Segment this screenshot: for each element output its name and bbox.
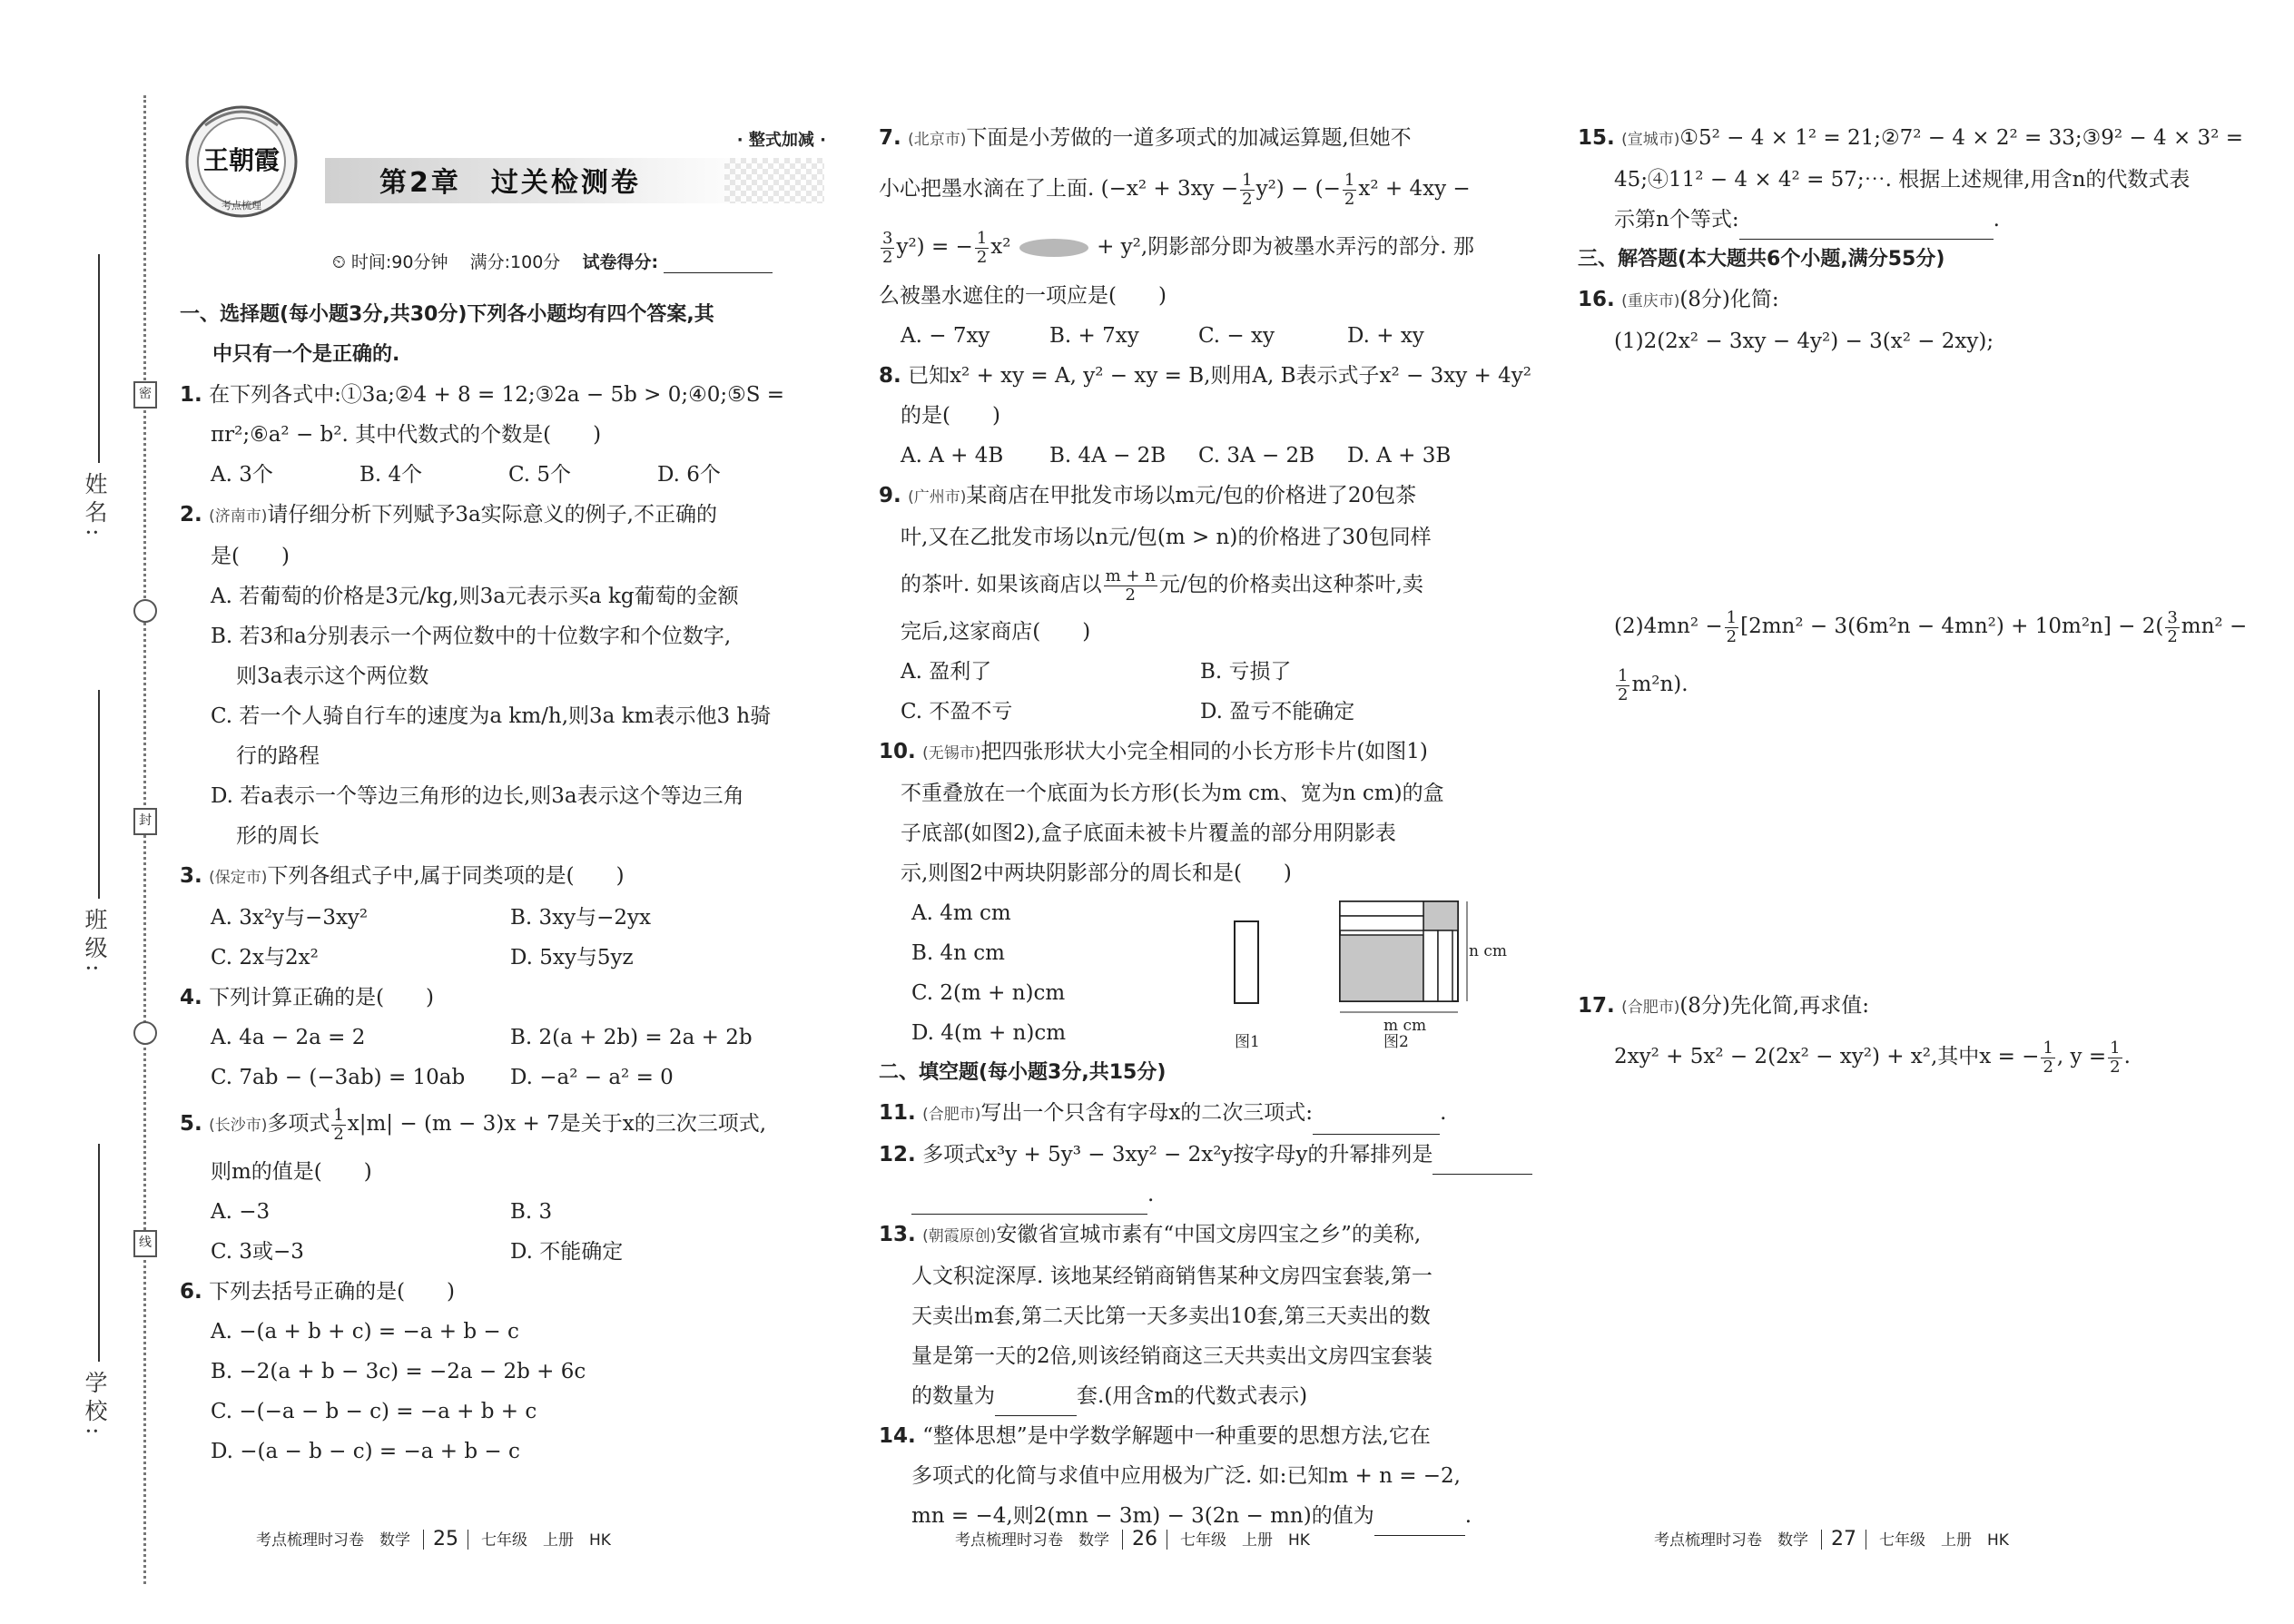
- answer-blank[interactable]: [995, 1390, 1077, 1416]
- section-heading: 三、解答题(本大题共6个小题,满分55分): [1578, 248, 1945, 271]
- chapter-banner: [180, 131, 826, 211]
- seal-mark: 线: [133, 1230, 157, 1257]
- answer-line: .: [879, 1175, 1525, 1215]
- options-row: [180, 455, 826, 495]
- question-text: 2xy² + 5x² − 2(2x² − xy²) + x²,其中x = − $\frac{1}{2}$ , y = $\frac{1}{2}$ .: [1614, 1038, 2131, 1077]
- option[interactable]: A. 3x²y与−3xy²: [211, 906, 369, 930]
- exam-meta: [332, 247, 773, 273]
- question-text: 子底部(如图2),盒子底面未被卡片覆盖的部分用阴影表: [901, 822, 1396, 845]
- svg-text:图2: 图2: [1383, 1033, 1409, 1048]
- question-3: 3. (保定市)下列各组式子中,属于同类项的是( ): [180, 864, 625, 888]
- question-15: 15. (宣城市)①5² − 4 × 1² = 21;②7² − 4 × 2² = 33;③9² − 4 × 3² =: [1578, 126, 2243, 150]
- question-1: 1. 在下列各式中:①3a;②4 + 8 = 12;③2a − 5b > 0;④0;⑤S =: [180, 383, 785, 407]
- question-4: 4. 下列计算正确的是( ): [180, 986, 435, 1009]
- option[interactable]: C. 2(m + n)cm: [911, 981, 1066, 1005]
- question-text: 完后,这家商店( ): [901, 620, 1091, 644]
- shade-rect: [1423, 901, 1458, 930]
- question-text: 小心把墨水滴在了上面. (−x² + 3xy − $\frac{1}{2}$ y²) − (− $\frac{1}{2}$ x² + 4xy −: [879, 170, 1471, 209]
- option[interactable]: C. 3或−3: [211, 1240, 304, 1264]
- option[interactable]: C. −(−a − b − c) = −a + b + c: [211, 1400, 537, 1423]
- question-text: 人文积淀深厚. 该地某经销商销售某种文房四宝套装,第一: [911, 1265, 1433, 1288]
- option[interactable]: B. −2(a + b − 3c) = −2a − 2b + 6c: [211, 1360, 586, 1383]
- option[interactable]: C. 3A − 2B: [1198, 444, 1315, 468]
- option[interactable]: A. A + 4B: [901, 444, 1004, 468]
- option[interactable]: B. 若3和a分别表示一个两位数中的十位数字和个位数字,: [211, 625, 732, 648]
- question-text: 的是( ): [901, 404, 1000, 428]
- option[interactable]: D. + xy: [1347, 324, 1424, 348]
- option[interactable]: A. −3: [211, 1200, 271, 1224]
- question-12: 12. 多项式x³y + 5y³ − 3xy² − 2x²y按字母y的升幂排列是: [879, 1135, 1525, 1175]
- question-text: πr²;⑥a² − b². 其中代数式的个数是( ): [211, 423, 602, 447]
- fraction: $\frac{1}{2}$: [333, 1105, 344, 1144]
- svg-text:m cm: m cm: [1383, 1017, 1427, 1035]
- option[interactable]: C. − xy: [1198, 324, 1275, 348]
- options-row: [180, 938, 826, 978]
- section-heading: 二、填空题(每小题3分,共15分): [879, 1061, 1167, 1084]
- answer-blank[interactable]: [1313, 1108, 1440, 1135]
- question-text: 则m的值是( ): [211, 1160, 372, 1184]
- question-2: 2. (济南市)请仔细分析下列赋予3a实际意义的例子,不正确的: [180, 503, 717, 527]
- question-14: 14. “整体思想”是中学数学解题中一种重要的思想方法,它在: [879, 1424, 1431, 1448]
- page-number: 26: [1122, 1530, 1167, 1550]
- svg-text:n cm: n cm: [1469, 942, 1507, 960]
- options-row: [879, 692, 1525, 732]
- seal-circle-icon: [133, 599, 157, 623]
- cut-line: [143, 95, 146, 1584]
- time-limit: 时间:90分钟: [350, 252, 448, 272]
- question-text: 45;④11² − 4 × 4² = 57;⋯. 根据上述规律,用含n的代数式表: [1614, 168, 2191, 192]
- option[interactable]: D. 若a表示一个等边三角形的边长,则3a表示这个等边三角: [211, 784, 744, 808]
- score-label: 试卷得分:: [582, 252, 659, 272]
- q10-figures: [1226, 885, 1516, 1048]
- class-label: 班级:: [82, 908, 108, 978]
- answer-blank[interactable]: [1433, 1148, 1532, 1175]
- option[interactable]: D. 不能确定: [510, 1240, 624, 1264]
- options-row: [180, 1232, 826, 1272]
- section-heading: 中只有一个是正确的.: [212, 343, 400, 366]
- answer-space[interactable]: [1578, 361, 2231, 597]
- svg-text:图1: 图1: [1235, 1033, 1260, 1048]
- question-text: mn = −4,则2(mn − 3m) − 3(2n − mn)的值为 .: [879, 1496, 1525, 1536]
- option[interactable]: A. 4a − 2a = 2: [211, 1026, 366, 1049]
- question-6: 6. 下列去括号正确的是( ): [180, 1280, 456, 1304]
- column-left: [180, 295, 826, 1471]
- option[interactable]: A. 3个: [211, 463, 273, 487]
- question-text: 量是第一天的2倍,则该经销商这三天共卖出文房四宝套装: [911, 1344, 1433, 1368]
- option[interactable]: A. 若葡萄的价格是3元/kg,则3a元表示买a kg葡萄的金额: [211, 585, 739, 608]
- option[interactable]: C. 7ab − (−3ab) = 10ab: [211, 1066, 466, 1089]
- question-text: 是( ): [211, 545, 290, 568]
- topic-tag: · 整式加减 ·: [736, 131, 826, 150]
- options-row: [180, 1192, 826, 1232]
- question-9: 9. (广州市)某商店在甲批发市场以m元/包的价格进了20包茶: [879, 484, 1417, 507]
- question-17: 17. (合肥市)(8分)先化简,再求值:: [1578, 994, 1869, 1018]
- seal-mark: 封: [133, 808, 157, 835]
- question-5: 5. (长沙市)多项式 $\frac{1}{2}$ x|m| − (m − 3)x + 7是关于x的三次三项式,: [180, 1105, 767, 1144]
- question-text: 叶,又在乙批发市场以n元/包(m > n)的价格进了30包同样: [901, 526, 1432, 549]
- option[interactable]: D. −(a − b − c) = −a + b − c: [211, 1440, 520, 1463]
- option[interactable]: A. − 7xy: [901, 324, 990, 348]
- option[interactable]: D. A + 3B: [1347, 444, 1452, 468]
- page-footer: 考点梳理时习卷 数学 25 七年级 上册 HK: [256, 1528, 611, 1550]
- column-right: [1578, 118, 2248, 1086]
- seal-mark: 密: [133, 381, 157, 408]
- page-number: 25: [423, 1530, 468, 1550]
- question-text: 示,则图2中两块阴影部分的周长和是( ): [901, 861, 1292, 885]
- question-text: 多项式的化简与求值中应用极为广泛. 如:已知m + n = −2,: [911, 1464, 1461, 1488]
- school-label: 学校:: [82, 1371, 108, 1441]
- question-11: 11. (合肥市)写出一个只含有字母x的二次三项式: .: [879, 1093, 1525, 1135]
- option[interactable]: C. 若一个人骑自行车的速度为a km/h,则3a km表示他3 h骑: [211, 704, 772, 728]
- card-rect: [1235, 921, 1258, 1003]
- answer-blank[interactable]: [911, 1188, 1147, 1215]
- option[interactable]: B. + 7xy: [1049, 324, 1139, 348]
- school-rule: [98, 1144, 100, 1362]
- name-label: 姓名:: [82, 472, 108, 542]
- option[interactable]: C. 5个: [508, 463, 572, 487]
- question-text: $\frac{3}{2}$ y²) = − $\frac{1}{2}$ x² + y²,阴影部分即为被墨水弄污的部分. 那: [882, 228, 1474, 267]
- option[interactable]: B. 3xy与−2yx: [510, 906, 651, 930]
- option[interactable]: B. 4A − 2B: [1049, 444, 1167, 468]
- option[interactable]: B. 4n cm: [911, 941, 1005, 965]
- options-row: [879, 652, 1525, 692]
- question-text: 的茶叶. 如果该商店以 $\frac{m + n}{2}$ 元/包的价格卖出这种茶叶,卖: [901, 566, 1423, 605]
- options-row: [180, 1018, 826, 1058]
- ink-blot-icon: [1018, 236, 1090, 260]
- question-text: 的数量为 套.(用含m的代数式表示): [879, 1376, 1525, 1416]
- option[interactable]: D. 5xy与5yz: [510, 946, 634, 969]
- question-7: 7. (北京市)下面是小芳做的一道多项式的加减运算题,但她不: [879, 126, 1412, 150]
- svg-text:考点梳理: 考点梳理: [222, 200, 261, 212]
- options-row: [180, 898, 826, 938]
- option[interactable]: D. 6个: [657, 463, 721, 487]
- question-text: 示第n个等式: .: [1578, 200, 2231, 240]
- option-cont: 形的周长: [236, 824, 320, 848]
- chapter-title: 第2章 过关检测卷: [379, 167, 641, 199]
- clock-icon: ⏲: [332, 252, 346, 272]
- answer-space[interactable]: [1578, 714, 2231, 986]
- options-row: [180, 1058, 826, 1097]
- question-text: 不重叠放在一个底面为长方形(长为m cm、宽为n cm)的盒: [901, 782, 1444, 805]
- question-16: 16. (重庆市)(8分)化简:: [1578, 288, 1779, 311]
- option[interactable]: A. 盈利了: [901, 660, 992, 684]
- option[interactable]: B. 亏损了: [1200, 660, 1292, 684]
- svg-text:王朝霞: 王朝霞: [202, 145, 281, 175]
- page-footer: 考点梳理时习卷 数学 26 七年级 上册 HK: [955, 1528, 1310, 1550]
- answer-blank[interactable]: [1374, 1510, 1465, 1536]
- options-row: [879, 436, 1525, 476]
- option-cont: 则3a表示这个两位数: [236, 664, 429, 688]
- question-13: 13. (朝霞原创)安徽省宣城市素有“中国文房四宝之乡”的美称,: [879, 1223, 1422, 1246]
- shade-rect: [1340, 935, 1423, 1001]
- page-footer: 考点梳理时习卷 数学 27 七年级 上册 HK: [1654, 1528, 2009, 1550]
- option[interactable]: A. −(a + b + c) = −a + b − c: [211, 1320, 519, 1343]
- column-middle: [879, 118, 1531, 1536]
- option[interactable]: C. 2x与2x²: [211, 946, 319, 969]
- question-10: 10. (无锡市)把四张形状大小完全相同的小长方形卡片(如图1): [879, 740, 1428, 763]
- option[interactable]: B. 2(a + 2b) = 2a + 2b: [510, 1026, 753, 1049]
- option[interactable]: D. −a² − a² = 0: [510, 1066, 674, 1089]
- option[interactable]: C. 不盈不亏: [901, 700, 1013, 723]
- section-heading: 一、选择题(每小题3分,共30分)下列各小题均有四个答案,其: [180, 303, 714, 326]
- option[interactable]: B. 4个: [359, 463, 423, 487]
- question-text: 天卖出m套,第二天比第一天多卖出10套,第三天卖出的数: [911, 1304, 1431, 1328]
- answer-blank[interactable]: [1739, 213, 1994, 240]
- option[interactable]: D. 盈亏不能确定: [1200, 700, 1355, 723]
- option[interactable]: A. 4m cm: [911, 901, 1011, 925]
- full-score: 满分:100分: [469, 252, 561, 272]
- sub-question: $\frac{1}{2}$ m²n).: [1618, 665, 1689, 704]
- question-text: 么被墨水遮住的一项应是( ): [879, 284, 1167, 308]
- seal-circle-icon: [133, 1021, 157, 1045]
- option[interactable]: B. 3: [510, 1200, 553, 1224]
- question-8: 8. 已知x² + xy = A, y² − xy = B,则用A, B表示式子x² − 3xy + 4y²: [879, 364, 1531, 388]
- sub-question: (1)2(2x² − 3xy − 4y²) − 3(x² − 2xy);: [1614, 330, 1994, 353]
- sub-question: (2)4mn² − $\frac{1}{2}$ [2mn² − 3(6m²n − 4mn²) + 10m²n] − 2( $\frac{3}{2}$ mn² −: [1614, 607, 2248, 646]
- class-rule: [98, 690, 100, 899]
- options-row: [879, 316, 1525, 356]
- page-number: 27: [1821, 1530, 1866, 1550]
- option[interactable]: D. 4(m + n)cm: [911, 1021, 1067, 1045]
- option-cont: 行的路程: [236, 744, 320, 768]
- score-field[interactable]: [664, 247, 773, 273]
- name-rule: [98, 254, 100, 463]
